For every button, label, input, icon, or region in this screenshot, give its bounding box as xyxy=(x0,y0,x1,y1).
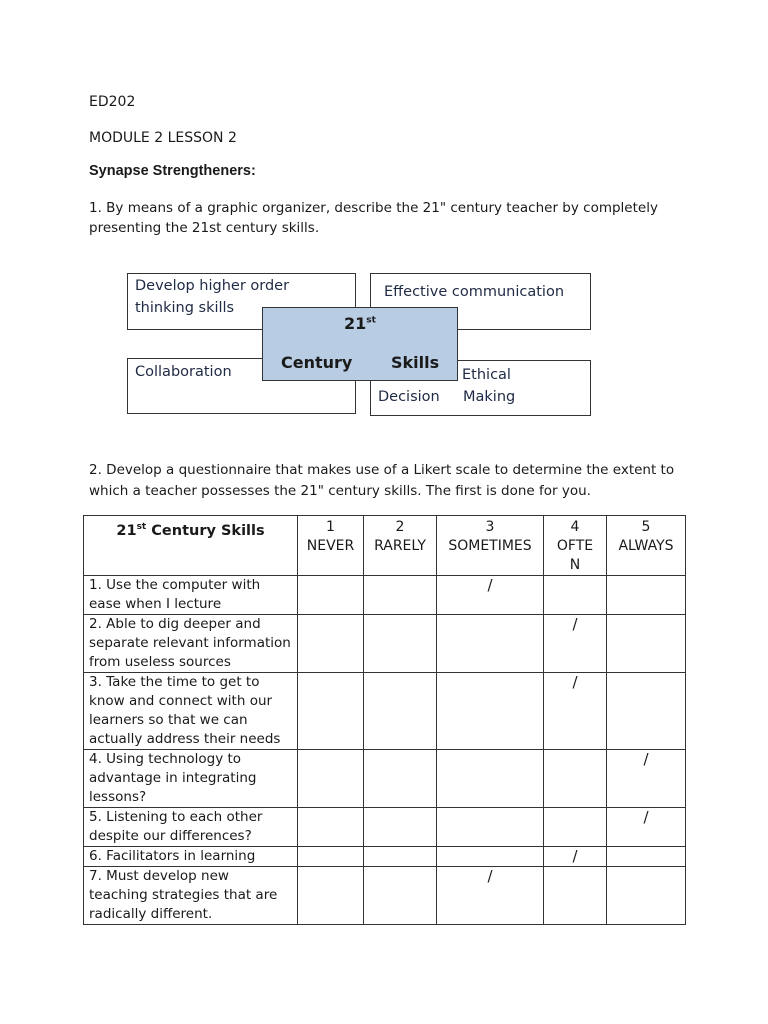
skills-header-rest: Century Skills xyxy=(146,522,265,539)
scale-header-2 xyxy=(364,516,437,576)
rating-cell-2[interactable] xyxy=(364,808,437,847)
rating-cell-2[interactable] xyxy=(364,576,437,615)
rating-cell-1[interactable] xyxy=(298,576,364,615)
skill-statement-line: 5. Listening to each other xyxy=(89,809,263,825)
rating-cell-5[interactable] xyxy=(607,673,686,750)
rating-cell-2[interactable] xyxy=(364,867,437,925)
organizer-center-century: Century xyxy=(281,353,353,372)
scale-header-4-num: 4 xyxy=(570,519,580,535)
scale-header-1 xyxy=(298,516,364,576)
organizer-center-box xyxy=(262,307,458,381)
skill-statement xyxy=(84,615,298,673)
rating-cell-1[interactable] xyxy=(298,673,364,750)
module-title: MODULE 2 LESSON 2 xyxy=(89,130,237,146)
rating-cell-2[interactable] xyxy=(364,615,437,673)
scale-header-1-num: 1 xyxy=(326,519,335,535)
rating-cell-4[interactable] xyxy=(544,673,607,750)
skill-statement-line: 2. Able to dig deeper and xyxy=(89,616,261,632)
organizer-box-communication-label: Effective communication xyxy=(384,284,565,300)
likert-body xyxy=(84,576,686,925)
table-row xyxy=(84,576,686,615)
organizer-box-hots-line-1: Develop higher order xyxy=(135,278,290,294)
rating-cell-3[interactable] xyxy=(437,750,544,808)
skill-statement xyxy=(84,808,298,847)
rating-cell-3[interactable] xyxy=(437,847,544,867)
likert-table xyxy=(83,515,686,925)
rating-cell-3[interactable] xyxy=(437,615,544,673)
skills-header-21: 21 xyxy=(116,522,137,539)
skill-statement xyxy=(84,867,298,925)
scale-header-5-label: ALWAYS xyxy=(618,538,674,554)
rating-cell-2[interactable] xyxy=(364,750,437,808)
skill-statement xyxy=(84,847,298,867)
rating-cell-3[interactable] xyxy=(437,576,544,615)
rating-mark: / xyxy=(643,808,649,826)
skill-statement-line: learners so that we can xyxy=(89,712,248,728)
skill-statement-line: radically different. xyxy=(89,906,213,922)
table-row xyxy=(84,673,686,750)
rating-cell-4[interactable] xyxy=(544,576,607,615)
likert-header-row xyxy=(84,516,686,576)
scale-header-3-num: 3 xyxy=(485,519,495,535)
rating-cell-4[interactable] xyxy=(544,808,607,847)
rating-cell-5[interactable] xyxy=(607,867,686,925)
question-1-line-1: 1. By means of a graphic organizer, describe the 21" century teacher by completely xyxy=(89,200,658,216)
rating-cell-2[interactable] xyxy=(364,673,437,750)
rating-cell-5[interactable] xyxy=(607,808,686,847)
skill-statement-line: 1. Use the computer with xyxy=(89,577,261,593)
rating-cell-5[interactable] xyxy=(607,750,686,808)
organizer-box-hots-line-2: thinking skills xyxy=(135,300,235,316)
organizer-box-decision-word: Decision xyxy=(378,389,440,405)
rating-cell-5[interactable] xyxy=(607,615,686,673)
rating-mark: / xyxy=(572,847,578,865)
scale-header-5 xyxy=(607,516,686,576)
rating-cell-4[interactable] xyxy=(544,847,607,867)
rating-cell-4[interactable] xyxy=(544,867,607,925)
skill-statement xyxy=(84,673,298,750)
scale-header-3-label: SOMETIMES xyxy=(448,538,532,554)
skill-statement-line: separate relevant information xyxy=(89,635,291,651)
rating-mark: / xyxy=(487,867,493,885)
rating-cell-5[interactable] xyxy=(607,847,686,867)
skill-statement-line: actually address their needs xyxy=(89,731,281,747)
rating-mark: / xyxy=(572,673,578,691)
organizer-box-collaboration-label: Collaboration xyxy=(135,364,232,380)
rating-mark: / xyxy=(487,576,493,594)
rating-cell-4[interactable] xyxy=(544,750,607,808)
rating-cell-1[interactable] xyxy=(298,750,364,808)
skill-statement-line: ease when I lecture xyxy=(89,596,222,612)
skill-statement-line: teaching strategies that are xyxy=(89,887,278,903)
rating-cell-3[interactable] xyxy=(437,808,544,847)
scale-header-4 xyxy=(544,516,607,576)
skills-header-sup: st xyxy=(136,522,147,532)
rating-mark: / xyxy=(643,750,649,768)
rating-cell-4[interactable] xyxy=(544,615,607,673)
skill-statement-line: 3. Take the time to get to xyxy=(89,674,260,690)
table-row xyxy=(84,867,686,925)
rating-cell-5[interactable] xyxy=(607,576,686,615)
organizer-center-21: 21 xyxy=(344,314,367,333)
rating-cell-1[interactable] xyxy=(298,867,364,925)
skill-statement-line: advantage in integrating xyxy=(89,770,257,786)
skill-statement-line: know and connect with our xyxy=(89,693,273,709)
rating-cell-1[interactable] xyxy=(298,615,364,673)
skill-statement-line: 7. Must develop new xyxy=(89,868,229,884)
organizer-center-skills: Skills xyxy=(391,353,440,372)
scale-header-4-label: OFTE N xyxy=(556,538,594,573)
organizer-center-sup: st xyxy=(366,315,376,326)
skill-statement-line: from useless sources xyxy=(89,654,231,670)
organizer-box-ethical-word: Ethical xyxy=(462,367,511,383)
question-2-line-1: 2. Develop a questionnaire that makes use of a Likert scale to determine the extent to xyxy=(89,462,675,478)
rating-cell-3[interactable] xyxy=(437,867,544,925)
skill-statement-line: lessons? xyxy=(89,789,147,805)
course-code: ED202 xyxy=(89,94,136,110)
skill-statement-line: 6. Facilitators in learning xyxy=(89,848,256,864)
question-2-line-2: which a teacher possesses the 21" century skills. The first is done for you. xyxy=(89,483,591,499)
scale-header-3 xyxy=(437,516,544,576)
table-row xyxy=(84,615,686,673)
organizer-center-number xyxy=(344,314,376,333)
skills-column-header xyxy=(84,516,298,576)
rating-cell-1[interactable] xyxy=(298,847,364,867)
skill-statement-line: 4. Using technology to xyxy=(89,751,242,767)
table-row xyxy=(84,808,686,847)
skill-statement xyxy=(84,750,298,808)
scale-header-2-num: 2 xyxy=(395,519,405,535)
skill-statement xyxy=(84,576,298,615)
scale-header-2-label: RARELY xyxy=(374,538,426,554)
skill-statement-line: despite our differences? xyxy=(89,828,252,844)
rating-cell-1[interactable] xyxy=(298,808,364,847)
rating-cell-2[interactable] xyxy=(364,847,437,867)
rating-mark: / xyxy=(572,615,578,633)
organizer-box-making-word: Making xyxy=(463,389,516,405)
rating-cell-3[interactable] xyxy=(437,673,544,750)
question-1-line-2: presenting the 21st century skills. xyxy=(89,220,320,236)
table-row xyxy=(84,847,686,867)
section-heading: Synapse Strengtheners: xyxy=(89,163,256,179)
scale-header-1-label: NEVER xyxy=(306,538,355,554)
scale-header-5-num: 5 xyxy=(641,519,651,535)
table-row xyxy=(84,750,686,808)
